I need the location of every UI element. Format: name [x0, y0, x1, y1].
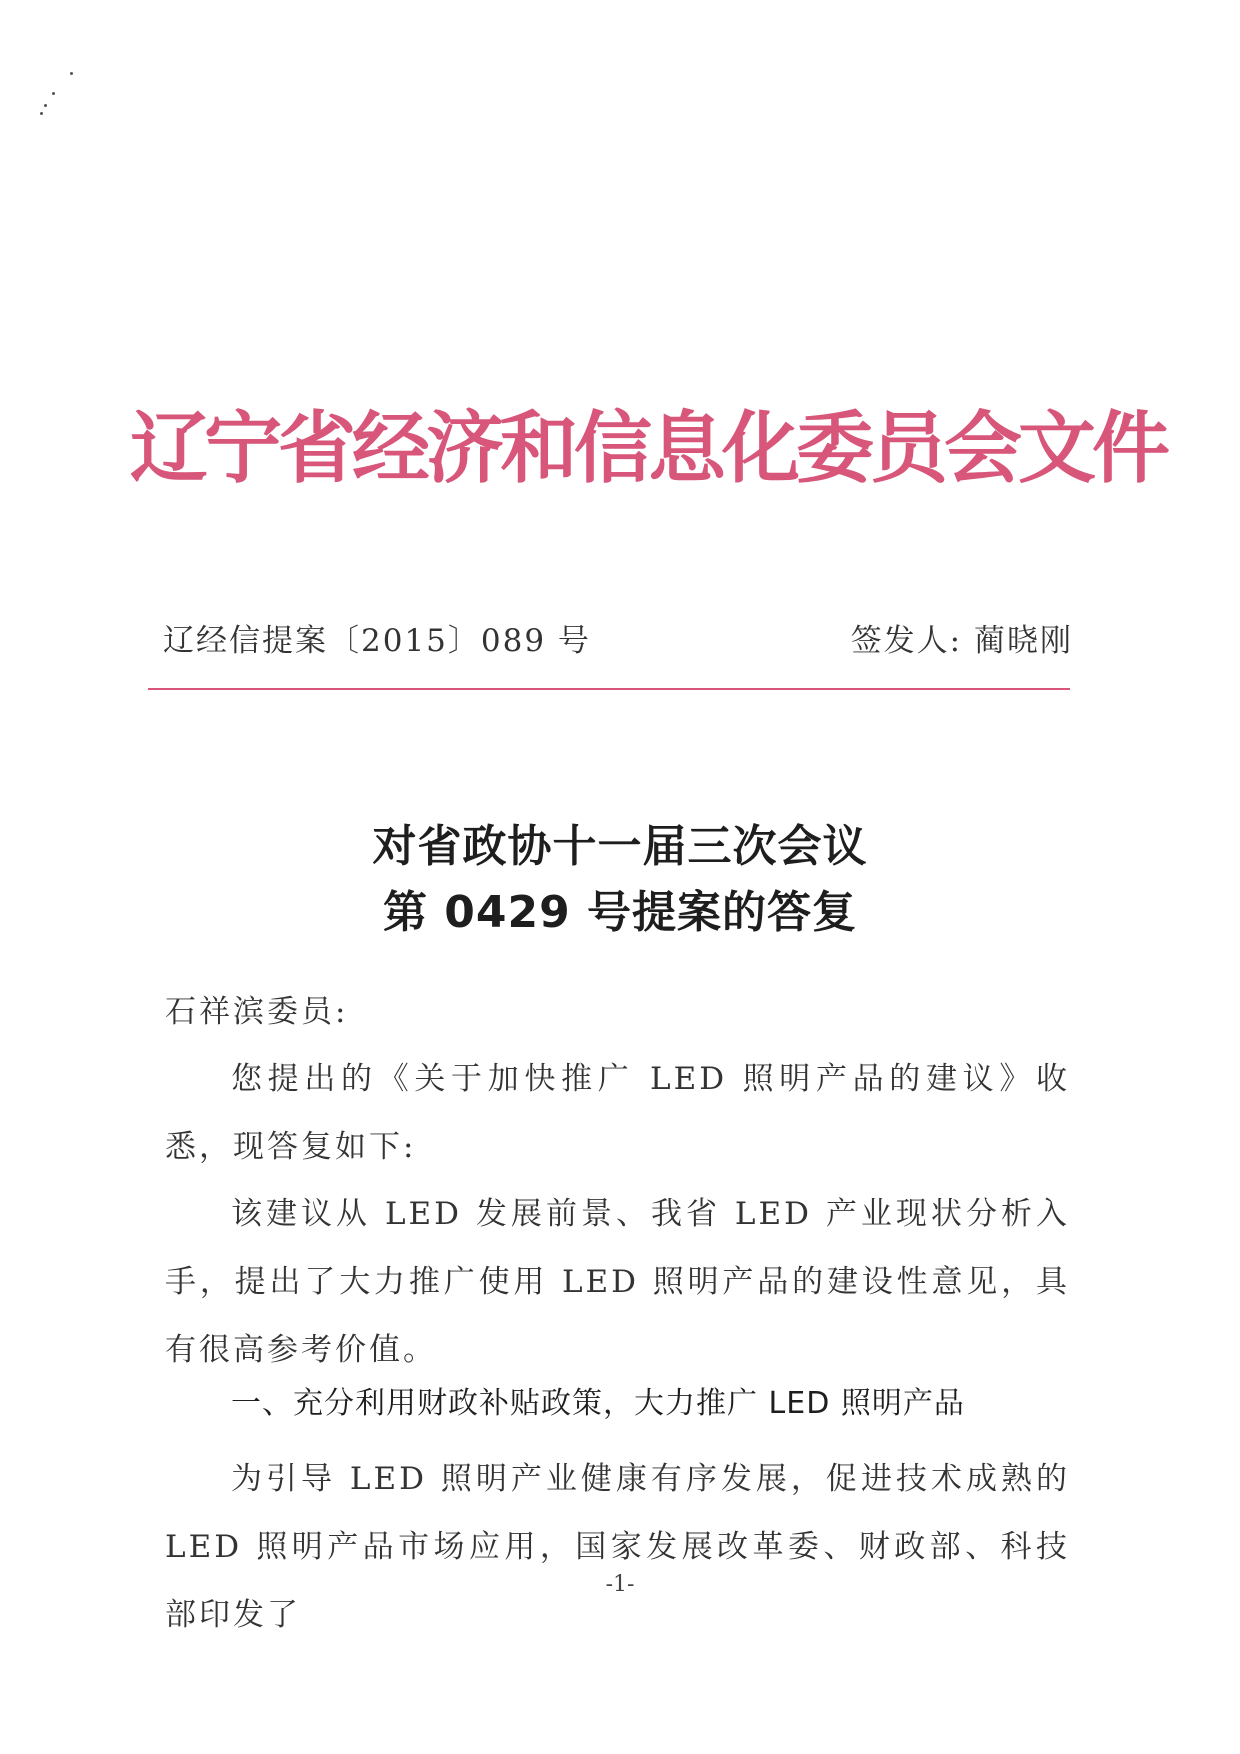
- page-number: -1-: [605, 1572, 635, 1597]
- document-header-title: 辽宁省经济和信息化委员会文件: [130, 404, 1167, 494]
- document-number: 辽经信提案〔2015〕089 号: [163, 623, 591, 659]
- section-heading-1: 一、充分利用财政补贴政策，大力推广 LED 照明产品: [231, 1386, 965, 1421]
- document-meta-row: [163, 615, 1073, 659]
- header-divider: [148, 688, 1070, 690]
- issuer-signature: 签发人: 蔺晓刚: [850, 623, 1073, 659]
- salutation: 石祥滨委员:: [165, 994, 349, 1030]
- paragraph-1: 您提出的《关于加快推广 LED 照明产品的建议》收悉，现答复如下:: [165, 1061, 1070, 1165]
- paragraph-3: 为引导 LED 照明产业健康有序发展，促进技术成熟的 LED 照明产品市场应用，国家发展改革委、财政部、科技部印发了: [165, 1461, 1070, 1633]
- document-title-line-1: 对省政协十一届三次会议: [372, 821, 868, 872]
- paragraph-2: 该建议从 LED 发展前景、我省 LED 产业现状分析入手，提出了大力推广使用 LED 照明产品的建设性意见，具有很高参考价值。: [165, 1196, 1070, 1368]
- document-title-line-2: 第 0429 号提案的答复: [382, 887, 858, 938]
